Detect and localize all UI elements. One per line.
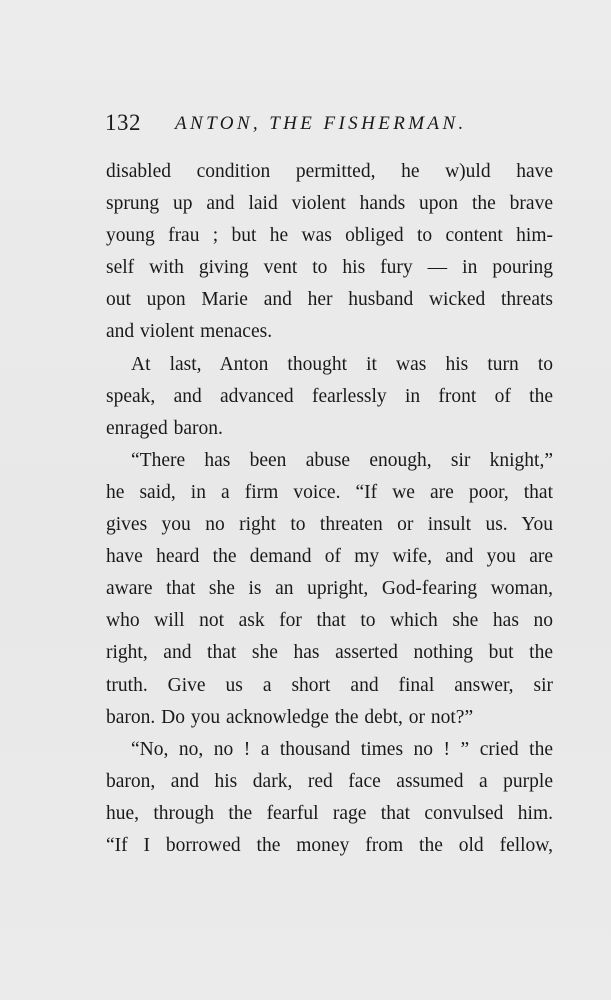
running-title: ANTON, THE FISHERMAN. xyxy=(175,113,467,134)
page-header xyxy=(105,110,555,142)
text-line: young frau ; but he was obliged to content him- xyxy=(106,225,553,247)
text-line: aware that she is an upright, God-fearing woman, xyxy=(106,578,553,600)
page-number: 132 xyxy=(105,110,141,135)
text-line: have heard the demand of my wife, and you are xyxy=(106,546,553,568)
text-line: self with giving vent to his fury — in pouring xyxy=(106,257,553,279)
text-line: “There has been abuse enough, sir knight,” xyxy=(131,449,553,471)
text-line: “If I borrowed the money from the old fellow, xyxy=(106,834,553,856)
text-line: disabled condition permitted, he w)uld have xyxy=(106,161,553,182)
text-line: gives you no right to threaten or insult us. You xyxy=(106,514,553,536)
text-line: baron. Do you acknowledge the debt, or not?” xyxy=(106,706,474,728)
text-line: he said, in a firm voice. “If we are poor, that xyxy=(106,481,553,503)
text-line: sprung up and laid violent hands upon the brave xyxy=(106,193,553,215)
text-line: baron, and his dark, red face assumed a purple xyxy=(106,770,553,792)
text-line: “No, no, no ! a thousand times no ! ” cried the xyxy=(131,738,553,760)
text-line: enraged baron. xyxy=(106,417,223,439)
text-line: who will not ask for that to which she has no xyxy=(106,610,553,632)
text-line: out upon Marie and her husband wicked threats xyxy=(106,289,553,311)
text-line: and violent menaces. xyxy=(106,321,273,343)
text-line: speak, and advanced fearlessly in front of the xyxy=(106,385,553,407)
text-line: At last, Anton thought it was his turn to xyxy=(131,353,553,375)
text-line: right, and that she has asserted nothing but the xyxy=(106,642,553,664)
text-line: hue, through the fearful rage that convulsed him. xyxy=(106,802,553,824)
text-line: truth. Give us a short and final answer, sir xyxy=(106,674,553,696)
body-text xyxy=(106,156,553,862)
